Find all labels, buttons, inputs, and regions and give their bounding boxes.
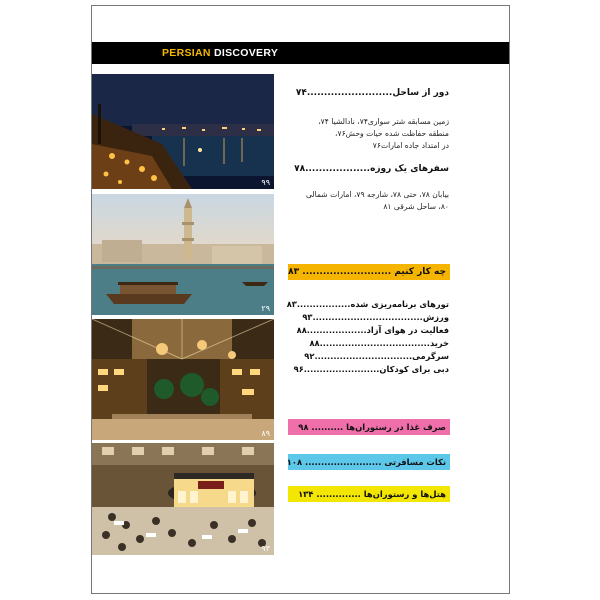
book-page <box>91 5 510 594</box>
photo-dubai-creek-night <box>92 74 274 189</box>
mall-interior-image <box>92 319 274 440</box>
toc-section-hotels-restaurants[interactable]: هتل‌ها و رستوران‌ها .............. ۱۳۴ <box>288 486 450 502</box>
toc-item-entertainment[interactable]: سرگرمی...............................۹۲ <box>304 351 449 361</box>
toc-section-what-to-do[interactable]: چه کار کنیم .......................... ۸۳ <box>288 264 450 280</box>
photo-mall-interior <box>92 319 274 440</box>
toc-subtext-day-trips: بیابان ۷۸، حتی ۷۸، شارجه ۷۹، امارات شمالی ۸۰، ساحل شرقی ۸۱ <box>305 190 449 211</box>
photo-cafe-mall-atrium <box>92 443 274 555</box>
header-bar <box>92 42 509 64</box>
cafe-atrium-image <box>92 443 274 555</box>
brand-title: PERSIAN DISCOVERY <box>162 47 279 59</box>
toc-section-dining[interactable]: صرف غذا در رستوران‌ها .......... ۹۸ <box>288 419 450 435</box>
toc-entry-off-coast[interactable]: دور از ساحل.........................۷۴ <box>295 88 449 98</box>
toc-item-outdoor-activities[interactable]: فعالیت در هوای آزاد...................۸۸ <box>296 325 449 335</box>
toc-entry-day-trips[interactable]: سفرهای یک روزه...................۷۸ <box>294 164 449 174</box>
creek-minaret-image <box>92 194 274 315</box>
photo-page-number: ۹۹ <box>261 178 270 187</box>
toc-item-sports[interactable]: ورزش...................................۹۳ <box>302 312 449 322</box>
photo-page-number: ۸۹ <box>261 429 270 438</box>
photo-page-number: ۲۹ <box>261 304 270 313</box>
toc-item-dubai-for-kids[interactable]: دبی برای کودکان........................۹۶ <box>293 364 449 374</box>
photo-creek-minaret-abra <box>92 194 274 315</box>
night-creek-image <box>92 74 274 189</box>
toc-item-planned-tours[interactable]: تورهای برنامه‌ریزی شده.................۸۳ <box>286 299 449 309</box>
toc-section-travel-tips[interactable]: نکات مسافرتی ........................ ۱۰۸ <box>288 454 450 470</box>
photo-page-number: ۹۳ <box>261 544 270 553</box>
toc-subtext-off-coast: زمین مسابقه شتر سواری۷۴، نادالشیا ۷۴، منطقه حفاظت شده حیات وحش۷۶، در امتداد جاده امارات۷۶ <box>318 117 449 150</box>
toc-item-shopping[interactable]: خرید...................................۸۸ <box>309 338 449 348</box>
